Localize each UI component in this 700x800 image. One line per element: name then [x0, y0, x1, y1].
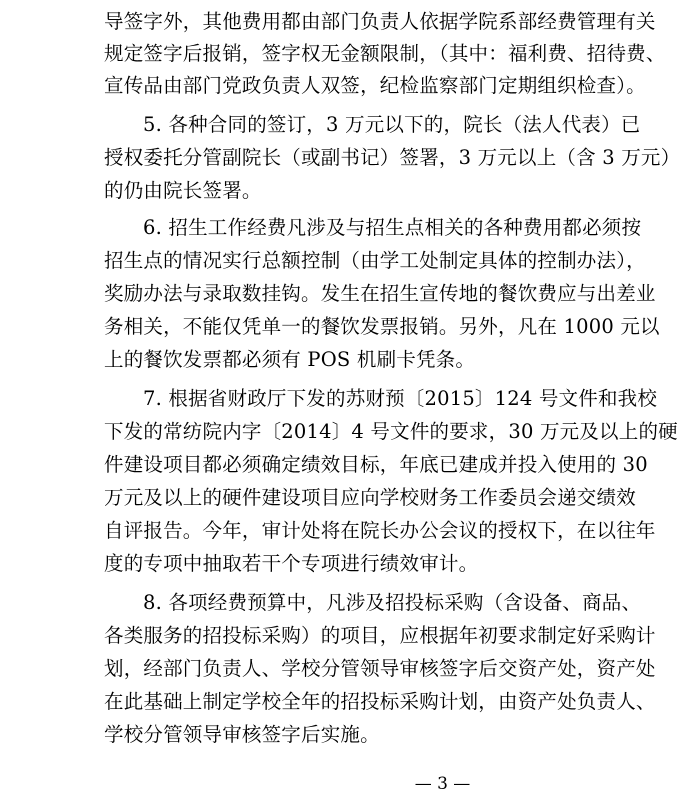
- text-line: 下发的常纺院内字〔2014〕4 号文件的要求，30 万元及以上的硬: [104, 420, 678, 443]
- text-line: 奖励办法与录取数挂钩。发生在招生宣传地的餐饮费应与出差业: [104, 282, 656, 305]
- text-line: 的仍由院长签署。: [104, 179, 262, 202]
- text-line: 导签字外，其他费用都由部门负责人依据学院系部经费管理有关: [104, 10, 656, 33]
- text-line: 上的餐饮发票都必须有 POS 机刷卡凭条。: [104, 348, 476, 371]
- text-line: 在此基础上制定学校全年的招投标采购计划，由资产处负责人、: [104, 690, 656, 713]
- text-line: 宣传品由部门党政负责人双签，纪检监察部门定期组织检查）。: [104, 74, 646, 97]
- text-line: 招生点的情况实行总额控制（由学工处制定具体的控制办法），: [104, 249, 646, 272]
- text-line: 6. 招生工作经费凡涉及与招生点相关的各种费用都必须按: [143, 216, 642, 239]
- text-line: 学校分管领导审核签字后实施。: [104, 723, 380, 746]
- text-line: 度的专项中抽取若干个专项进行绩效审计。: [104, 552, 479, 575]
- page-number: — 3 —: [414, 774, 471, 794]
- text-line: 各类服务的招投标采购）的项目，应根据年初要求制定好采购计: [104, 624, 656, 647]
- text-line: 授权委托分管副院长（或副书记）签署，3 万元以上（含 3 万元）: [104, 146, 681, 169]
- text-line: 自评报告。今年，审计处将在院长办公会议的授权下，在以往年: [104, 519, 656, 542]
- text-line: 5. 各种合同的签订，3 万元以下的，院长（法人代表）已: [143, 113, 641, 136]
- text-line: 划，经部门负责人、学校分管领导审核签字后交资产处，资产处: [104, 657, 656, 680]
- text-line: 8. 各项经费预算中，凡涉及招投标采购（含设备、商品、: [143, 591, 642, 614]
- text-line: 务相关，不能仅凭单一的餐饮发票报销。另外，凡在 1000 元以: [104, 315, 660, 338]
- text-line: 件建设项目都必须确定绩效目标，年底已建成并投入使用的 30: [104, 453, 648, 476]
- text-line: 万元及以上的硬件建设项目应向学校财务工作委员会递交绩效: [104, 486, 636, 509]
- text-line: 7. 根据省财政厅下发的苏财预〔2015〕124 号文件和我校: [143, 387, 658, 410]
- text-line: 规定签字后报销，签字权无金额限制，（其中：福利费、招待费、: [104, 42, 666, 65]
